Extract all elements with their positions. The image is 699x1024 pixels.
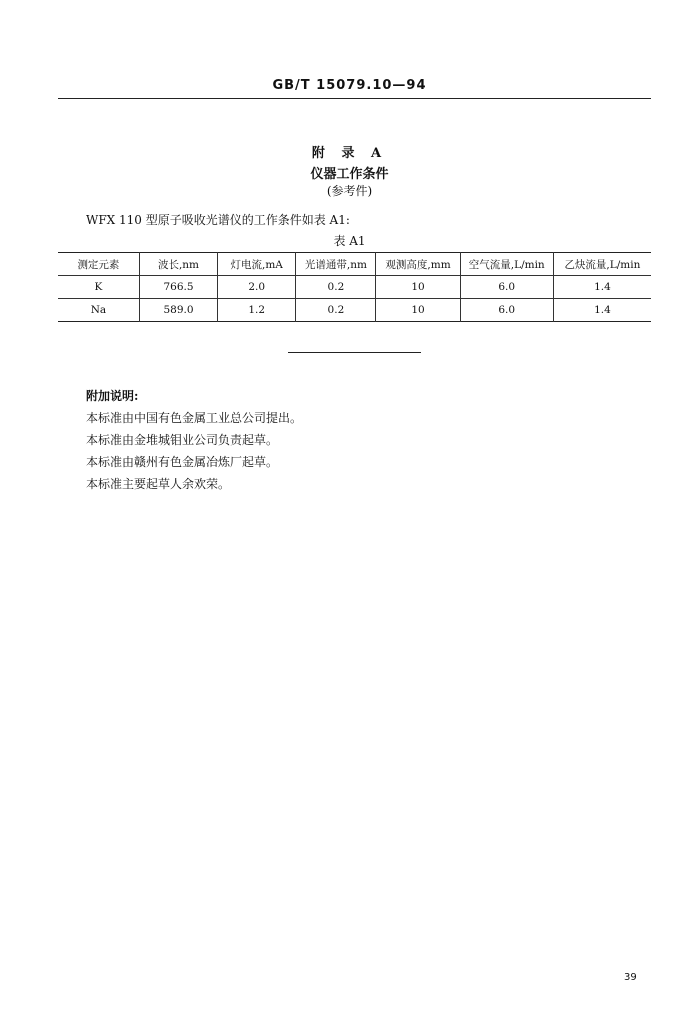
column-header: 观测高度,mm: [376, 253, 460, 276]
column-header: 波长,nm: [139, 253, 217, 276]
intro-text: WFX 110 型原子吸收光谱仪的工作条件如表 A1:: [86, 213, 350, 227]
column-header: 测定元素: [77, 258, 120, 271]
table-cell: 1.4: [553, 276, 651, 299]
table-header-row: [58, 253, 651, 276]
column-header: 灯电流,mA: [218, 253, 296, 276]
table-row: [58, 276, 651, 299]
table-cell: 6.0: [460, 276, 553, 299]
appendix-note: (参考件): [326, 184, 373, 198]
notes-line: 本标准由赣州有色金属冶炼厂起草。: [86, 455, 279, 469]
column-header: 空气流量,L/min: [460, 253, 553, 276]
notes-line: 本标准主要起草人余欢荣。: [86, 477, 231, 491]
appendix-label: 附 录 A: [311, 146, 388, 161]
table-cell: Na: [90, 304, 107, 316]
table-cell: 10: [376, 299, 460, 322]
table-cell: 0.2: [296, 299, 376, 322]
table-cell: 589.0: [139, 299, 217, 322]
page-number: 39: [624, 972, 637, 983]
appendix-title: 仪器工作条件: [310, 167, 389, 182]
standard-code-header: GB/T 15079.10—94: [272, 78, 427, 93]
table-cell: 0.2: [296, 276, 376, 299]
table-cell: 2.0: [218, 276, 296, 299]
notes-heading: 附加说明:: [86, 389, 139, 403]
column-header: 光谱通带,nm: [296, 253, 376, 276]
column-header: 乙炔流量,L/min: [553, 253, 651, 276]
table-cell: 10: [376, 276, 460, 299]
header-rule: [58, 98, 651, 99]
table-cell: 1.4: [553, 299, 651, 322]
notes-line: 本标准由中国有色金属工业总公司提出。: [86, 411, 303, 425]
table-row: [58, 299, 651, 322]
table-cell: K: [94, 281, 103, 293]
table-cell: 6.0: [460, 299, 553, 322]
table-cell: 766.5: [139, 276, 217, 299]
notes-line: 本标准由金堆城钼业公司负责起草。: [86, 433, 279, 447]
additional-notes: [86, 385, 302, 495]
table-cell: 1.2: [218, 299, 296, 322]
table-caption: 表 A1: [333, 234, 366, 248]
section-divider: [288, 352, 421, 353]
conditions-table: [58, 252, 651, 322]
